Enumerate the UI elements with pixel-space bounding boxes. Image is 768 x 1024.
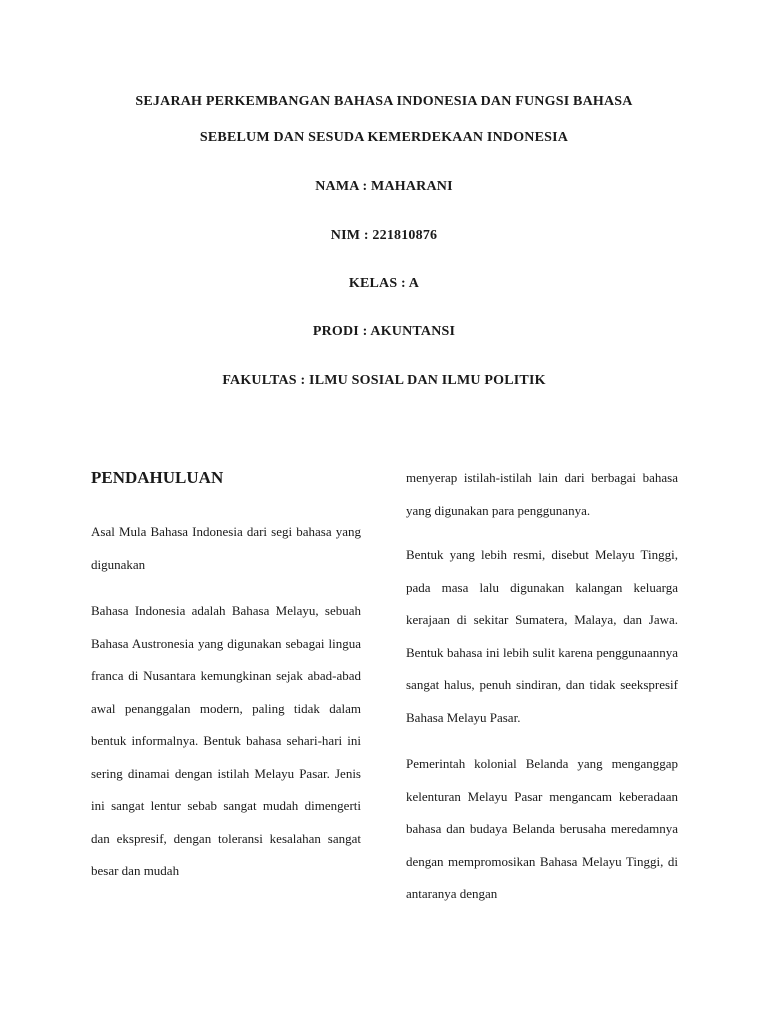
document-title-line-1: SEJARAH PERKEMBANGAN BAHASA INDONESIA DAN FUNGSI BAHASA [135, 94, 633, 109]
student-nim: NIM : 221810876 [330, 228, 438, 243]
paragraph: Bentuk yang lebih resmi, disebut Melayu Tinggi, pada masa lalu digunakan kalangan keluarga kerajaan di sekitar Sumatera, Malaya, dan Jawa. Bentuk bahasa ini lebih sulit karena penggunaannya sangat halus, penuh sindiran, dan tidak seekspresif Bahasa Melayu Pasar. [406, 547, 678, 725]
document-title-line-2: SEBELUM DAN SESUDA KEMERDEKAAN INDONESIA [199, 130, 569, 145]
study-program: PRODI : AKUNTANSI [312, 324, 456, 339]
student-class: KELAS : A [348, 276, 420, 291]
faculty: FAKULTAS : ILMU SOSIAL DAN ILMU POLITIK [222, 373, 546, 388]
paragraph: Asal Mula Bahasa Indonesia dari segi bahasa yang digunakan [91, 524, 361, 572]
paragraph: menyerap istilah-istilah lain dari berbagai bahasa yang digunakan para penggunanya. [406, 470, 678, 518]
section-heading: PENDAHULUAN [91, 468, 224, 487]
paragraph: Pemerintah kolonial Belanda yang menganggap kelenturan Melayu Pasar mengancam keberadaan bahasa dan budaya Belanda berusaha meredamnya dengan mempromosikan Bahasa Melayu Tinggi, di antaranya dengan [406, 756, 678, 901]
student-name: NAMA : MAHARANI [315, 179, 453, 194]
paragraph: Bahasa Indonesia adalah Bahasa Melayu, sebuah Bahasa Austronesia yang digunakan sebagai lingua franca di Nusantara kemungkinan sejak abad-abad awal penanggalan modern, paling tidak dalam bentuk informalnya. Bentuk bahasa sehari-hari ini sering dinamai dengan istilah Melayu Pasar. Jenis ini sangat lentur sebab sangat mudah dimengerti dan ekspresif, dengan toleransi kesalahan sangat besar dan mudah [91, 603, 361, 878]
